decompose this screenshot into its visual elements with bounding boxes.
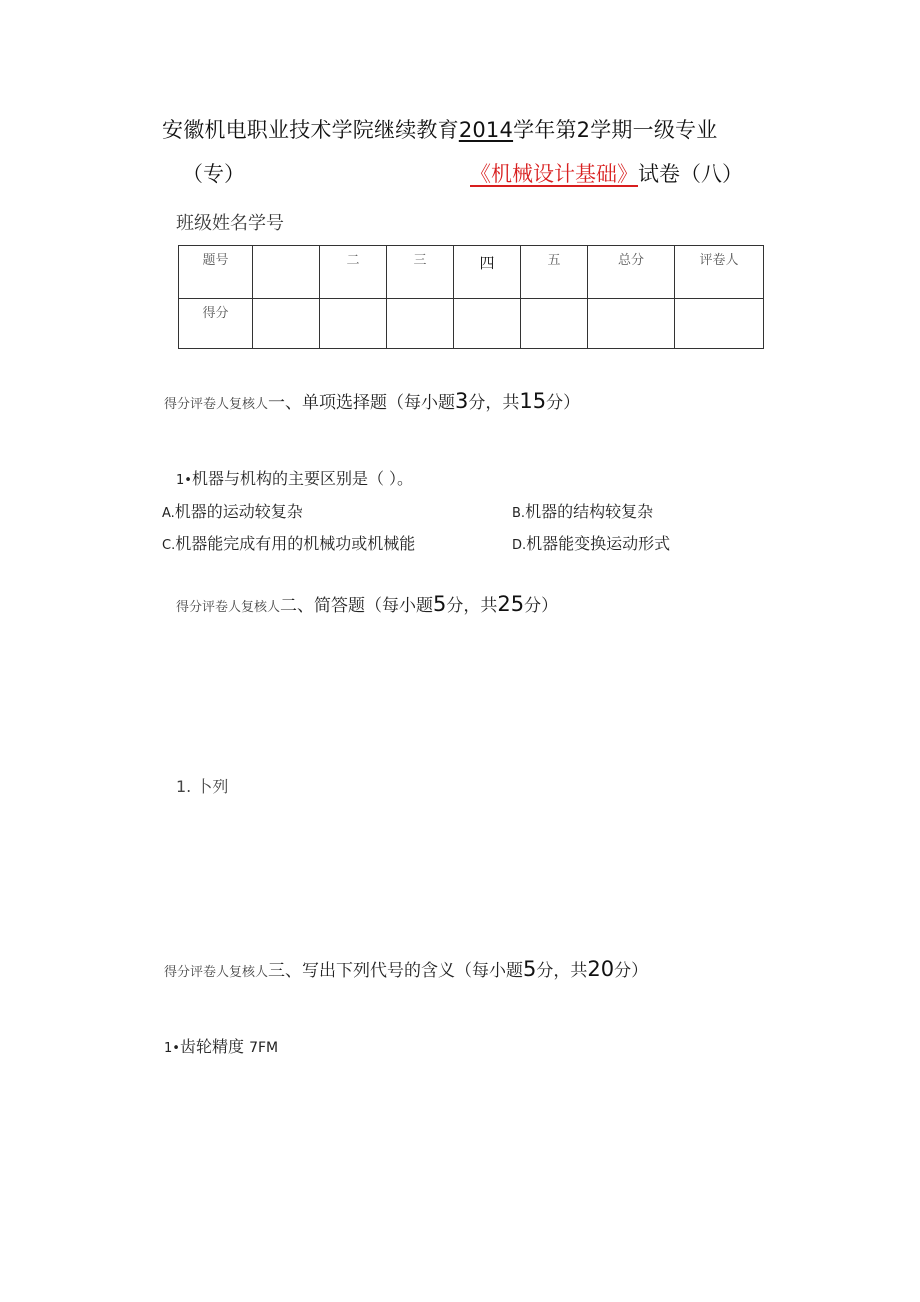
section-title: 二、简答题（每小题 xyxy=(280,596,434,616)
total-score: 15 xyxy=(519,389,547,413)
section-end: 分） xyxy=(546,393,581,413)
grader-label: 得分评卷人复核人 xyxy=(164,965,269,980)
question-number: 1• xyxy=(164,1041,180,1056)
score-table-header-row xyxy=(179,246,764,299)
question-3-stem xyxy=(164,1034,278,1057)
code: 7FM xyxy=(249,1040,279,1056)
option-letter: D. xyxy=(512,538,527,553)
total-score: 25 xyxy=(497,592,525,616)
per-score: 5 xyxy=(433,592,447,616)
question-text: 机器与机构的主要区别是（ ）。 xyxy=(191,469,414,488)
header-cell xyxy=(253,246,320,299)
question-text: 齿轮精度 xyxy=(179,1037,244,1056)
section-mid: 分，共 xyxy=(468,393,520,413)
section-3-heading xyxy=(164,956,648,981)
score-cell[interactable] xyxy=(454,299,521,349)
question-2-stem: 1. 卜列 xyxy=(176,777,229,796)
score-cell[interactable] xyxy=(675,299,764,349)
score-cell[interactable] xyxy=(253,299,320,349)
score-table xyxy=(178,245,764,349)
title-part1: 安徽机电职业技术学院继续教育 xyxy=(162,118,459,142)
student-info: 班级姓名学号 xyxy=(176,213,284,234)
header-cell: 评卷人 xyxy=(675,246,764,299)
option-d xyxy=(512,531,670,554)
title-year: 2014 xyxy=(458,118,514,142)
row-label: 得分 xyxy=(179,299,253,349)
section-end: 分） xyxy=(614,961,649,981)
score-cell[interactable] xyxy=(521,299,588,349)
total-score: 20 xyxy=(587,957,615,981)
section-mid: 分，共 xyxy=(536,961,588,981)
option-letter: A. xyxy=(162,506,175,521)
header-cell: 总分 xyxy=(588,246,675,299)
option-b xyxy=(512,499,653,522)
exam-title-line2-right xyxy=(470,158,743,188)
section-title: 三、写出下列代号的含义（每小题 xyxy=(268,961,524,981)
option-a xyxy=(162,499,303,522)
option-text: 机器的运动较复杂 xyxy=(174,502,303,521)
question-1-stem xyxy=(176,466,413,489)
section-1-heading xyxy=(164,388,580,413)
section-mid: 分，共 xyxy=(446,596,498,616)
exam-title-line1 xyxy=(162,114,717,144)
header-cell: 五 xyxy=(521,246,588,299)
header-cell: 题号 xyxy=(179,246,253,299)
course-name: 《机械设计基础》 xyxy=(470,162,638,186)
option-letter: B. xyxy=(512,506,526,521)
per-score: 3 xyxy=(455,389,469,413)
header-cell: 三 xyxy=(387,246,454,299)
score-cell[interactable] xyxy=(588,299,675,349)
title-part2: 学年第2学期一级专业 xyxy=(513,118,718,142)
score-table-score-row xyxy=(179,299,764,349)
exam-title-line2-left: （专） xyxy=(182,162,245,186)
question-number: 1• xyxy=(176,473,192,488)
paper-label: 试卷（八） xyxy=(638,162,743,186)
per-score: 5 xyxy=(523,957,537,981)
option-text: 机器能完成有用的机械功或机械能 xyxy=(175,534,416,553)
option-text: 机器能变换运动形式 xyxy=(526,534,671,553)
grader-label: 得分评卷人复核人 xyxy=(164,397,269,412)
option-text: 机器的结构较复杂 xyxy=(525,502,654,521)
grader-label: 得分评卷人复核人 xyxy=(176,600,281,615)
section-title: 一、单项选择题（每小题 xyxy=(268,393,456,413)
option-letter: C. xyxy=(162,538,176,553)
header-cell: 二 xyxy=(320,246,387,299)
option-c xyxy=(162,531,415,554)
score-cell[interactable] xyxy=(387,299,454,349)
header-cell: 四 xyxy=(454,246,521,299)
section-end: 分） xyxy=(524,596,559,616)
score-cell[interactable] xyxy=(320,299,387,349)
section-2-heading xyxy=(176,591,558,616)
